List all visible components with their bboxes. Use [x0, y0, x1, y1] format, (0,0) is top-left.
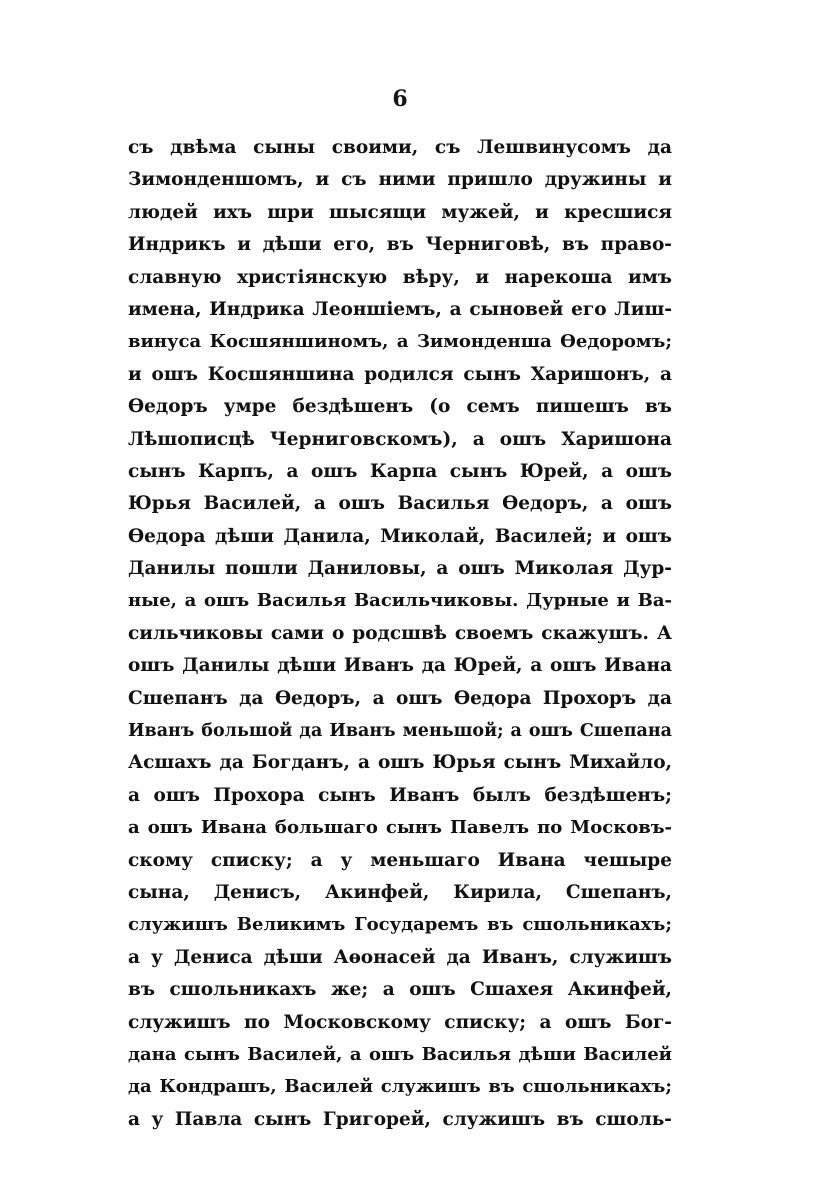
- body-text: [128, 132, 672, 1136]
- text-line: а ошъ Прохора сынъ Иванъ былъ бездѣшенъ;: [128, 784, 672, 806]
- text-line: имена, Индрика Леоншіемъ, а сыновей его Лиш-: [128, 298, 672, 320]
- text-line: служишъ по Московскому списку; а ошъ Бог-: [128, 1011, 672, 1033]
- text-line: Индрикъ и дѣши его, въ Черниговѣ, въ право-: [128, 234, 672, 256]
- text-line: людей ихъ шри шысящи мужей, и кресшися: [128, 201, 672, 223]
- page-number: 6: [392, 86, 408, 112]
- text-line: въ сшольникахъ же; а ошъ Сшахея Акинфей,: [128, 979, 672, 1001]
- text-line: Иванъ большой да Иванъ меньшой; а ошъ Сшепана: [128, 721, 672, 742]
- text-line: сильчиковы сами о родсшвѣ своемъ скажушъ. А: [128, 622, 672, 644]
- text-line: Данилы пошли Даниловы, а ошъ Миколая Дур-: [128, 558, 672, 580]
- text-line: служишъ Великимъ Государемъ въ сшольникахъ;: [128, 914, 672, 936]
- text-line: Сшепанъ да Ѳедоръ, а ошъ Ѳедора Прохоръ да: [128, 687, 672, 709]
- text-line: винуса Косшяншиномъ, а Зимонденша Ѳедоромъ;: [128, 331, 672, 353]
- text-line: а у Дениса дѣши Аѳонасей да Иванъ, служишъ: [128, 946, 672, 968]
- text-line: съ двѣма сыны своими, съ Лешвинусомъ да: [128, 137, 672, 158]
- text-line: и ошъ Косшяншина родился сынъ Харишонъ, а: [128, 363, 672, 385]
- text-line: ошъ Данилы дѣши Иванъ да Юрей, а ошъ Ивана: [128, 655, 672, 677]
- text-line: Юрья Василей, а ошъ Василья Ѳедоръ, а ошъ: [128, 493, 672, 515]
- text-line: Асшахъ да Богданъ, а ошъ Юрья сынъ Михайло,: [128, 752, 672, 774]
- text-line: славную христіянскую вѣру, и нарекоша имъ: [128, 266, 672, 288]
- text-line: да Кондрашъ, Василей служишъ въ сшольникахъ;: [128, 1076, 672, 1098]
- text-line: дана сынъ Василей, а ошъ Василья дѣши Василей: [128, 1043, 672, 1065]
- text-line: Ѳедоръ умре бездѣшенъ (о семъ пишешъ въ: [128, 396, 672, 418]
- text-line: а ошъ Ивана большаго сынъ Павелъ по Московъ-: [128, 817, 672, 839]
- text-line: Ѳедора дѣши Данила, Миколай, Василей; и ошъ: [128, 525, 672, 547]
- text-line: Зимонденшомъ, и съ ними пришло дружины и: [128, 169, 672, 191]
- text-line: сына, Денисъ, Акинфей, Кирила, Сшепанъ,: [128, 881, 672, 903]
- text-line: Лѣшописцѣ Черниговскомъ), а ошъ Харишона: [128, 428, 672, 450]
- text-line: а у Павла сынъ Григорей, служишъ въ сшоль-: [128, 1108, 672, 1130]
- text-line: скому списку; а у меньшаго Ивана чешыре: [128, 849, 672, 871]
- text-line: ные, а ошъ Василья Васильчиковы. Дурные и Ва-: [128, 590, 672, 612]
- text-line: сынъ Карпъ, а ошъ Карпа сынъ Юрей, а ошъ: [128, 460, 672, 482]
